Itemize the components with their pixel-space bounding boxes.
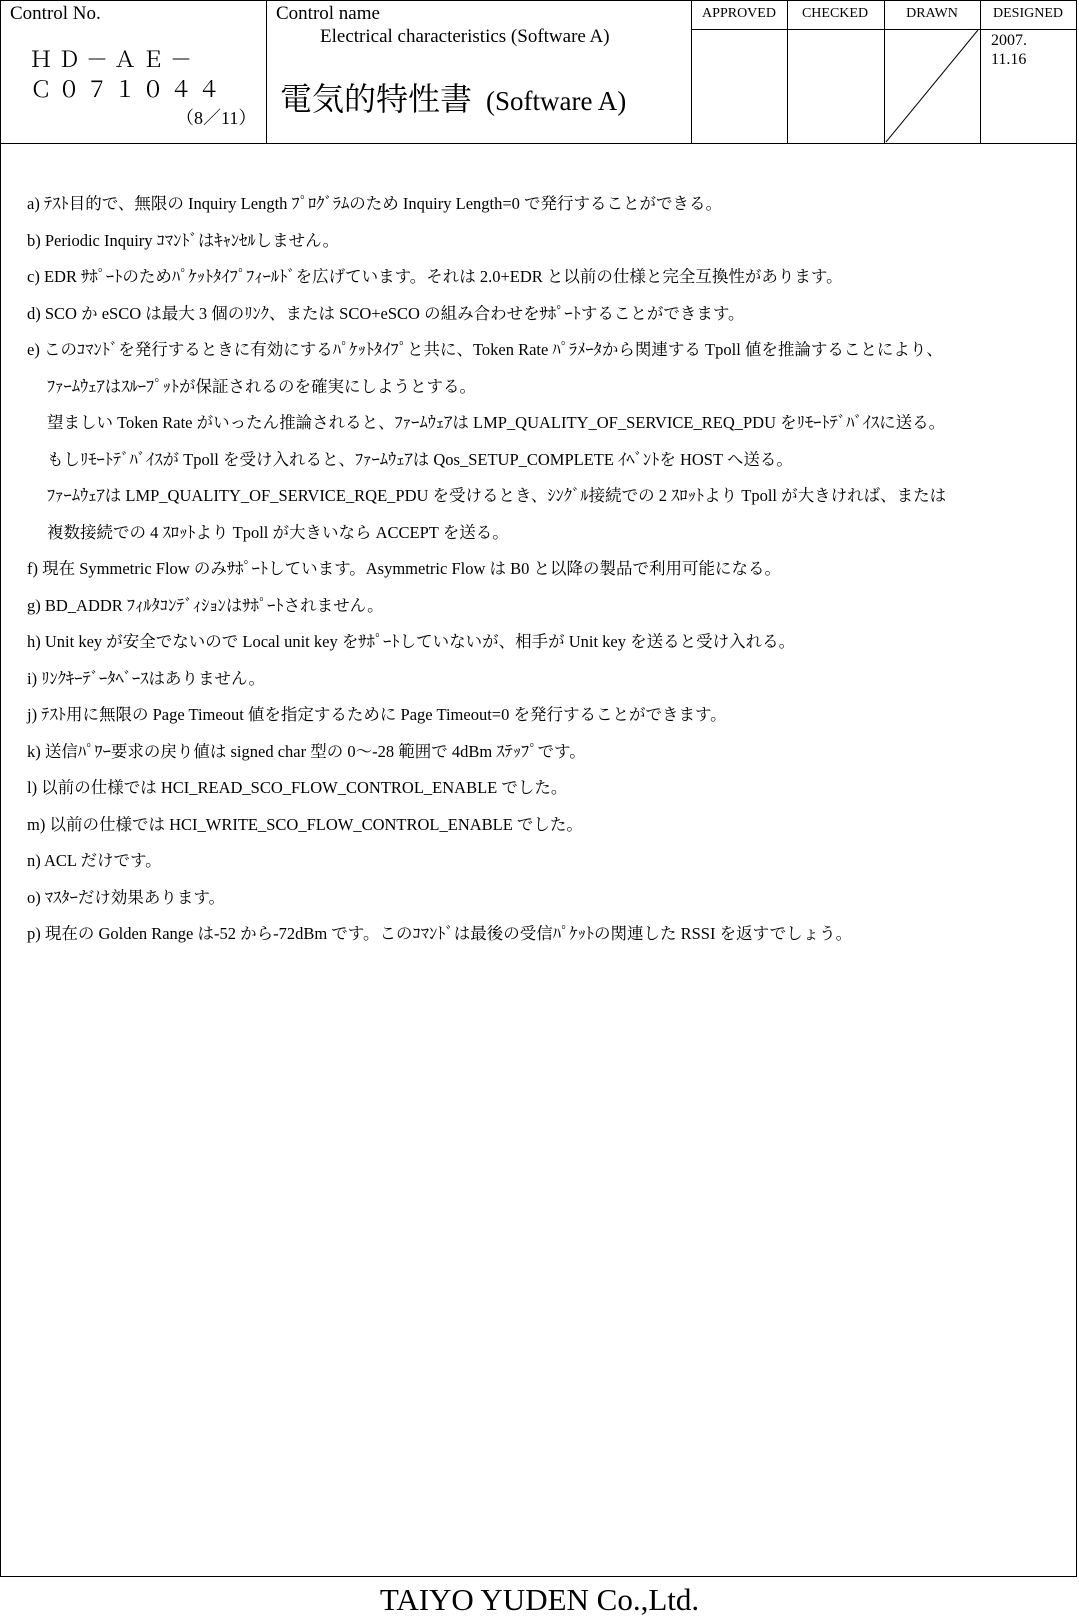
control-name-label: Control name [276, 3, 380, 24]
drawn-label: DRAWN [906, 6, 958, 21]
drawn-slash-mark [884, 29, 980, 143]
note-e-cont: 望ましい Token Rate がいったん推論されると、ﾌｧｰﾑｳｪｱは LMP_QUALITY_OF_SERVICE_REQ_PDU をﾘﾓｰﾄﾃﾞﾊﾞｲｽに送る。 [47, 413, 946, 432]
control-name-japanese [280, 74, 626, 120]
designed-label: DESIGNED [993, 6, 1063, 21]
control-no-cell [0, 0, 266, 143]
control-no-value [30, 46, 226, 106]
control-no-line2: Ｃ０７１０４４ [30, 78, 227, 103]
title-block [0, 0, 1077, 144]
control-name-english: Electrical characteristics (Software A) [320, 26, 610, 47]
page-number: （8／11） [176, 108, 257, 128]
note-a: a) ﾃｽﾄ目的で、無限の Inquiry Length ﾌﾟﾛｸﾞﾗﾑのため Inquiry Length=0 で発行することができる。 [27, 194, 723, 213]
note-k: k) 送信ﾊﾟﾜｰ要求の戻り値は signed char 型の 0～-28 範囲で 4dBm ｽﾃｯﾌﾟです。 [27, 741, 586, 761]
control-no-label: Control No. [10, 3, 101, 24]
approved-label: APPROVED [702, 6, 776, 21]
designed-date-line1: 2007. [991, 32, 1027, 49]
control-no-line1: ＨＤ－ＡＥ－ [30, 48, 199, 73]
company-footer: TAIYO YUDEN Co.,Ltd. [379, 1582, 700, 1617]
note-e: e) このｺﾏﾝﾄﾞを発行するときに有効にするﾊﾟｹｯﾄﾀｲﾌﾟと共に、Token Rate ﾊﾟﾗﾒｰﾀから関連する Tpoll 値を推論することにより、 [27, 340, 943, 359]
note-c: c) EDR ｻﾎﾟｰﾄのためﾊﾟｹｯﾄﾀｲﾌﾟﾌｨｰﾙﾄﾞを広げています。それは 2.0+EDR と以前の仕様と完全互換性があります。 [27, 267, 843, 286]
note-i: i) ﾘﾝｸｷｰﾃﾞｰﾀﾍﾞｰｽはありません。 [27, 668, 265, 688]
note-j: j) ﾃｽﾄ用に無限の Page Timeout 値を指定するために Page Timeout=0 を発行することができます。 [27, 705, 727, 724]
designed-date [991, 31, 1027, 69]
note-e-cont: ﾌｧｰﾑｳｪｱはｽﾙｰﾌﾟｯﾄが保証されるのを確実にしようとする。 [47, 376, 476, 396]
note-n: n) ACL だけです。 [27, 851, 162, 870]
note-f: f) 現在 Symmetric Flow のみｻﾎﾟｰﾄしています。Asymmetric Flow は B0 と以降の製品で利用可能になる。 [27, 559, 781, 578]
note-g: g) BD_ADDR ﾌｨﾙﾀｺﾝﾃﾞｨｼｮﾝはｻﾎﾟｰﾄされません。 [27, 595, 384, 615]
note-l: l) 以前の仕様では HCI_READ_SCO_FLOW_CONTROL_ENABLE でした。 [27, 778, 568, 797]
note-e-cont: もしﾘﾓｰﾄﾃﾞﾊﾞｲｽが Tpoll を受け入れると、ﾌｧｰﾑｳｪｱは Qos_SETUP_COMPLETE ｲﾍﾞﾝﾄを HOST へ送る。 [47, 449, 793, 469]
control-name-jp-suffix: (Software A) [486, 86, 627, 116]
designed-date-line2: 11.16 [991, 51, 1027, 68]
notes-list [27, 186, 1072, 953]
note-b: b) Periodic Inquiry ｺﾏﾝﾄﾞはｷｬﾝｾﾙしません。 [27, 230, 340, 250]
note-e-cont: ﾌｧｰﾑｳｪｱは LMP_QUALITY_OF_SERVICE_RQE_PDU を受けるとき、ｼﾝｸﾞﾙ接続での 2 ｽﾛｯﾄより Tpoll が大きければ、または [47, 486, 947, 505]
note-m: m) 以前の仕様では HCI_WRITE_SCO_FLOW_CONTROL_ENABLE でした。 [27, 814, 583, 834]
checked-label: CHECKED [801, 6, 869, 21]
control-name-jp-text: 電気的特性書 [280, 80, 473, 118]
note-d: d) SCO か eSCO は最大 3 個のﾘﾝｸ、または SCO+eSCO の組み合わせをｻﾎﾟｰﾄすることができます。 [27, 303, 745, 323]
control-name-cell [266, 0, 691, 143]
note-e-cont: 複数接続での 4 ｽﾛｯﾄより Tpoll が大きいなら ACCEPT を送る。 [47, 522, 509, 542]
note-h: h) Unit key が安全でないので Local unit key をｻﾎﾟｰﾄしていないが、相手が Unit key を送ると受け入れる。 [27, 632, 796, 651]
note-p: p) 現在の Golden Range は-52 から-72dBm です。このｺﾏﾝﾄﾞは最後の受信ﾊﾟｹｯﾄの関連した RSSI を返すでしょう。 [27, 924, 853, 943]
note-o: o) ﾏｽﾀｰだけ効果あります。 [27, 887, 226, 907]
